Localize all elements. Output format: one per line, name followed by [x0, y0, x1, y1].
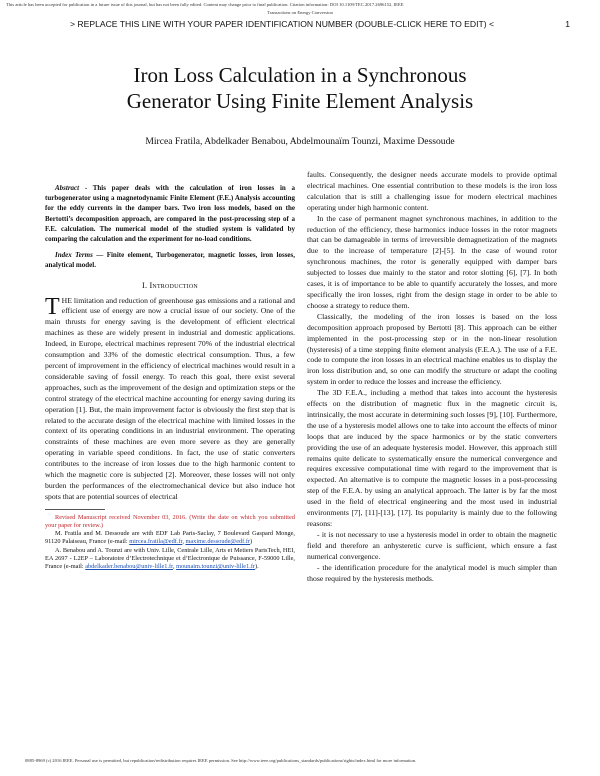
- right-paragraph-3: Classically, the modeling of the iron losses is based on the loss decomposition approach proposed by Bertotti [8]. This approach can be either implemented in the post-processing step or in the non-linear resolution (hysteresis) of a time stepping finite element analysis (F.E.A.). The use of a F.E. code to compute the iron losses in an electrical machine enables us to display the iron loss distribution and, so one can modify the structure or adapt the cooling system in order to reduce the losses and increase the efficiency.: [307, 311, 557, 387]
- abstract-text: - This paper deals with the calculation of iron losses in a turbogenerator using a magnetodynamic Finite Element (F.E.) Analysis accounting for the eddy currents in the damper bars. Two iron loss models, based on the Bertotti’s decomposition approach, are compared in the post-processing step of a F.E. calculation. The numerical model of the studied system is validated by comparing the calculation and the experiment for no-load conditions.: [45, 184, 295, 244]
- bullet-item-2: - the identification procedure for the analytical model is much simpler than those required by the hysteresis methods.: [307, 562, 557, 583]
- left-column: [45, 183, 295, 571]
- section-heading: [45, 281, 295, 292]
- bullet-item-1: - it is not necessary to use a hysteresis model in order to obtain the magnetic field and therefore an anhysteretic curve is sufficient, which ensure a fast numerical convergence.: [307, 529, 557, 561]
- abstract: [45, 183, 295, 244]
- email-link-fratila[interactable]: mircea.fratila@edf.fr: [129, 538, 183, 546]
- right-paragraph-1: faults. Consequently, the designer needs accurate models to provide optimal electrical machines. One essential contribution to these models is the iron loss calculation that is still a challenging issue for modern electrical machines operating under high harmonic content.: [307, 170, 557, 212]
- email-link-dessoude[interactable]: maxime.dessoude@edf.fr: [185, 538, 251, 546]
- page-number: 1: [565, 19, 570, 29]
- footnote-author-1-text: M. Fratila and M. Dessoude are with EDF Lab Paris-Saclay, 7 Boulevard Gaspard Monge, 91120 Palaiseau, France (e-mail:: [45, 530, 295, 546]
- footnote-end: ): [250, 538, 253, 546]
- email-link-tounzi[interactable]: mounaim.tounzi@univ-lille1.fr: [176, 562, 256, 570]
- author-list: Mircea Fratila, Abdelkader Benabou, Abdelmounaïm Tounzi, Maxime Dessoude: [145, 136, 455, 147]
- copyright-notice: 0885-8969 (c) 2016 IEEE. Personal use is permitted, but republication/redistribution requires IEEE permission. See http://www.ieee.org/publications_standards/publications/rights/index.html for more information.: [25, 758, 417, 763]
- right-paragraph-2: In the case of permanent magnet synchronous machines, in addition to the reduction of the efficiency, these harmonics induce losses in the rotor magnets that can be damageable in terms of irreversible demagnetization of the magnets due to the increase of temperature [2]-[5]. In the case of wound rotor synchronous machines, the rotor is generally equipped with damper bars subjected to losses due mainly to the stator and rotor slotting [6], [7]. In both cases, it is of importance to be able to quantify accurately the losses, and more specifically the iron losses, right from the design stage in order to be able to choose a strategy to reduce them.: [307, 213, 557, 310]
- intro-paragraph: [45, 293, 295, 503]
- right-column: [307, 170, 557, 584]
- section-number: I.: [142, 280, 148, 290]
- footnote-end: ).: [255, 562, 259, 570]
- footnote-author-1: [45, 530, 295, 546]
- running-head[interactable]: > REPLACE THIS LINE WITH YOUR PAPER IDENTIFICATION NUMBER (DOUBLE-CLICK HERE TO EDIT) <: [70, 19, 495, 29]
- footnote-received: Revised Manuscript received November 03, 2016. (Write the date on which you submitted your paper for review.): [45, 513, 295, 529]
- footnote-separator: ,: [172, 562, 177, 570]
- index-terms-label: Index Terms: [55, 251, 93, 260]
- abstract-label: Abstract: [55, 184, 80, 192]
- footnote-separator: ,: [182, 538, 186, 546]
- title-line-1: Iron Loss Calculation in a Synchronous: [133, 63, 467, 87]
- right-paragraph-4: The 3D F.E.A., including a method that takes into account the hysteresis effects on the distribution of magnetic flux in the magnetic circuit is, intrinsically, the most accurate in determining such losses [9], [10]. Furthermore, the use of a hysteresis model allows one to take into account the effects of minor loops that are induced by the space harmonics or by the static converters providing the use of an adequate hysteresis model. However, this approach still remains quite delicate to systematically ensure the numerical convergence and requires excessive computational time with regard to the improvement that is expected. An alternative is to compute the magnetic losses in a post-processing step of the F.E.A. by using an analytical approach. The latter is by far the most used in the field of electrical engineering and the most used in industrial environments [7], [11]-[13], [17]. Its popularity is mainly due to the following reasons:: [307, 388, 557, 528]
- intro-text: HE limitation and reduction of greenhouse gas emissions and a rational and efficient use of energy are now a crucial issue of our society. One of the main thrusts for energy saving is the development of efficient electrical machines as these are widely present in industrial and domestic applications. Indeed, in Europe, electrical machines represent 70% of the industrial electrical consumption and 33% of the domestic electrical consumption. Thus, a few percent of improvement in the efficiency of electrical machines would result in a considerable saving of fossil energy. To reach this goal, there exist several approaches, such as the improvement of the design and optimization steps or the control strategy of the electrical machine accounting for energy saving during its operation [1]. But, the main improvement factor is obviously the first step that is related to the accurate design of the electrical machine with limited losses in the context of its operating conditions in an industrial environment. The operating constraints of these machines are even more severe as they are generally operating in variable speed conditions. In fact, the use of static converters contributes to the increase of iron losses due to the high harmonic content to which the magnetic core is subjected [2]. Moreover, these losses will not only burden the performances of the electromechanical device but also induce hot spots that are potential sources of electrical: [45, 295, 295, 501]
- publication-notice: This article has been accepted for publication in a future issue of this journal, but has not been fully edited. Content may change prior to final publication. Citation information: DOI 10.1109/TEC.2017.2696152, IEEE: [6, 2, 404, 7]
- paper-title: [0, 62, 600, 114]
- index-terms: [45, 250, 295, 270]
- journal-name: Transactions on Energy Conversion: [267, 10, 333, 15]
- drop-cap: T: [45, 293, 60, 320]
- footnote-divider: [45, 509, 105, 510]
- index-terms-text: — Finite element, Turbogenerator, magnetic losses, iron losses, analytical model.: [45, 251, 295, 270]
- footnote-author-2: [45, 547, 295, 572]
- title-line-2: Generator Using Finite Element Analysis: [126, 89, 474, 113]
- footnote-author-2-text: A. Benabou and A. Tounzi are with Univ. Lille, Centrale Lille, Arts et Metiers ParisTech, HEI, EA 2697 - L2EP – Laboratoire d’Electrotechnique et d’Electronique de Puissance, F-59000 Lille, France (e-mail:: [45, 546, 295, 570]
- section-title: Introduction: [149, 280, 198, 290]
- email-link-benabou[interactable]: abdelkader.benabou@univ-lille1.fr: [85, 562, 173, 570]
